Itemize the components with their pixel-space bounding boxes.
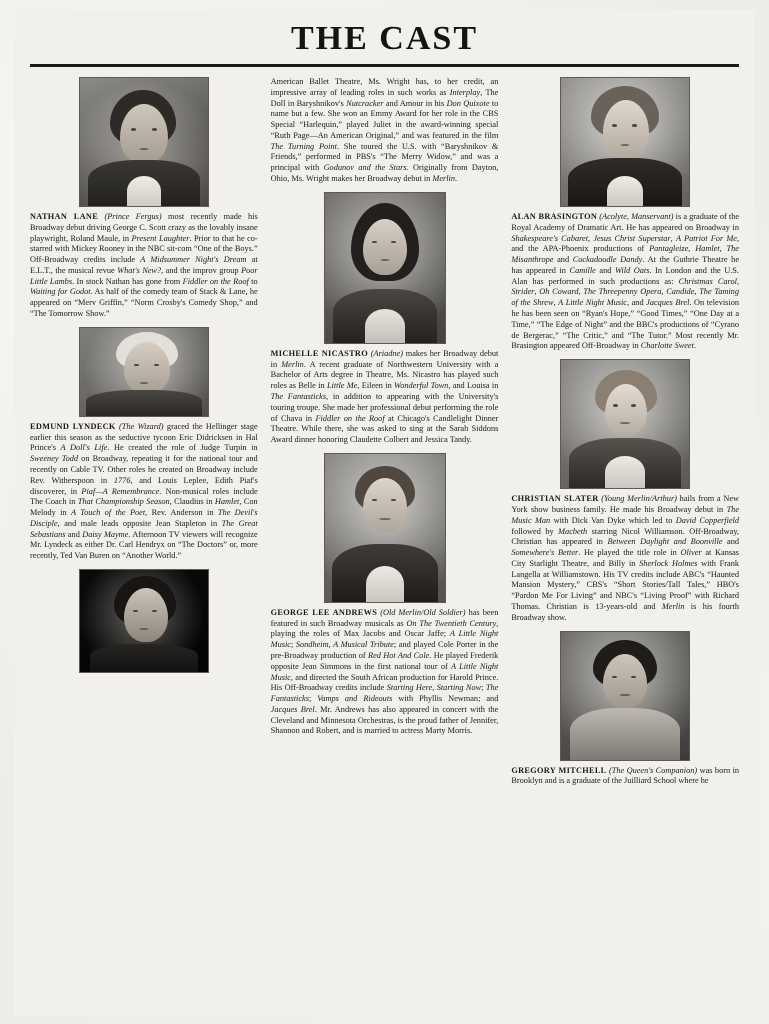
- photo-alan-brasington: [560, 77, 690, 207]
- photo-block-george-lee-andrews: [271, 453, 499, 603]
- photo-rebecca-wright: [79, 569, 209, 673]
- person-name: MICHELLE NICASTRO: [270, 348, 368, 358]
- photo-nathan-lane: [79, 77, 209, 207]
- left-column: [30, 77, 258, 1007]
- bio-michelle-nicastro: [271, 349, 499, 446]
- photo-block-christian-slater: [511, 359, 739, 489]
- page-title: THE CAST: [291, 20, 478, 57]
- person-name: ALAN BRASINGTON: [511, 212, 598, 221]
- bio-text: American Ballet Theatre, Ms. Wright has, to her credit, an impressive array of leading roles in such works as Interplay, The Doll in Baryshnikov's Nutcracker and Amour in his Don Quixote to name but a few. She won an Emmy Award for her role in the CBS Special “Harlequin,” played Juliet in the award-winning special “Ruth Page—An American Original,” and was featured in the film The Turning Point. She toured the U.S. with “Baryshnikov & Friends,” performed in PBS's “The Merry Widow,” and was a principal with Godunov and the Stars. Originally from Dayton, Ohio, Ms. Wright makes her Broadway debut in Merlin.: [270, 77, 499, 184]
- person-role: (Old Merlin/Old Soldier): [380, 607, 466, 617]
- bio-christian-slater: [511, 494, 739, 623]
- photo-block-michelle-nicastro: [271, 192, 499, 344]
- photo-christian-slater: [560, 359, 690, 489]
- person-role: (The Wizard): [119, 421, 164, 431]
- bio-rebecca-wright-continued: [271, 77, 499, 185]
- bio-text: most recently made his Broadway debut driving George C. Scott crazy as the lovably insane playwright, Roland Maule, in Present Laughter. Prior to that he co-starred with Mickey Rooney in the NBC sit-com “One of the Boys.” Off-Broadway credits include A Midsummer Night's Dream at E.L.T., the musical revue What's New?, and the improv group Poor Little Lambs. In stock Nathan has gone from Fiddler on the Roof to Waiting for Godot. As half of the comedy team of Stack & Lane, he appeared on “Merv Griffin,” “Norm Crosby's Comedy Shop,” and “The Tomorrow Show.”: [30, 212, 258, 319]
- bio-nathan-lane: [30, 212, 258, 320]
- photo-block-rebecca-wright: [30, 569, 258, 673]
- person-name: CHRISTIAN SLATER: [511, 494, 599, 504]
- photo-block-gregory-mitchell: [511, 631, 739, 761]
- bio-text: has been featured in such Broadway musicals as On The Twentieth Century, playing the roles of Max Jacobs and Oscar Jaffe; A Little Night Music; Sondheim, A Musical Tribute; and played Cole Porter in the pre-Broadway production of Red Hot And Cole. He played Frederik opposite Jean Simmons in the first national tour of A Little Night Music, and directed the South African production for Harold Prince. His Off-Broadway credits include Starting Here, Starting Now; The Fantasticks; Vamps and Rideouts with Phyllis Newman; and Jacques Brel. Mr. Andrews has also appeared in concert with the Cleveland and Minnesota Orchestras, is the proud father of Jennifer, Shannon and Robert, and is married to actress Marty Morris.: [270, 607, 499, 736]
- photo-edmund-lyndeck: [79, 327, 209, 417]
- person-name: GEORGE LEE ANDREWS: [270, 607, 378, 617]
- cast-columns: [30, 77, 739, 1007]
- bio-text: hails from a New York show business family. He made his Broadway debut in The Music Man with Dick Van Dyke which led to David Copperfield followed by Macbeth starring Nicol Williamson. Off-Broadway, Christian has appeared in Between Daylight and Boonville and Somewhere's Better. He played the title role in Oliver at Kansas City Starlight Theatre, and Billy in Sherlock Holmes with Frank Langella at Williamstown. His TV credits include ABC's “Haunted Mansion Mystery,” CBS's “Short Stories/Tall Tales,” HBO's “Pardon Me For Living” and NBC's “Living Proof” with Richard Thomas. Christian is 13-years-old and Merlin is his fourth Broadway show.: [511, 494, 740, 622]
- bio-text: makes her Broadway debut in Merlin. A recent graduate of Northwestern University with a Bachelor of Arts degree in Theatre, Ms. Nicastro has played such roles as Belle in Little Me, Eileen in Wonderful Town, and Louisa in The Fantasticks, in addition to appearing with the University's touring troupe. She made her professional debut performing the role of Chava in Fiddler on the Roof at Chicago's Candlelight Dinner Theatre. While there, she was asked to sing at the Sarah Siddons Award dinner honoring Claudette Colbert and Jessica Tandy.: [270, 348, 499, 445]
- photo-gregory-mitchell: [560, 631, 690, 761]
- person-name: EDMUND LYNDECK: [30, 421, 116, 431]
- person-role: (Young Merlin/Arthur): [601, 494, 677, 504]
- person-role: (Prince Fergus): [104, 212, 162, 221]
- person-name: GREGORY MITCHELL: [511, 765, 607, 775]
- title-rule: [30, 64, 739, 67]
- bio-george-lee-andrews: [271, 608, 499, 737]
- bio-edmund-lyndeck: [30, 422, 258, 562]
- bio-text: was born in Brooklyn and is a graduate of the Juilliard School where he: [511, 765, 740, 786]
- bio-text: is a graduate of the Royal Academy of Dramatic Art. He has appeared on Broadway in Shakespeare's Cabaret, Jesus Christ Superstar, A Patriot For Me, and the APA-Phoenix productions of Pantagleize, Hamlet, The Misanthrope and Cockadoodle Dandy. At the Guthrie Theatre he has appeared in Camille and Wild Oats. In London and the U.S. Alan has performed in such productions as: Christmas Carol, Strider, Oh Coward, The Threepenny Opera, Candide, The Taming of the Shrew, A Little Night Music, and Jacques Brel. On television he has been seen on “Ryan's Hope,” “Good Times,” “One Day at a Time,” “The Edge of Night” and the BBC's productions of “Cyrano de Bergerac,” “The Critic,” and “The Tutor.” Most recently Mr. Brasington appeared Off-Broadway in Charlotte Sweet.: [511, 212, 740, 351]
- bio-alan-brasington: [511, 212, 739, 352]
- center-column: [271, 77, 499, 1007]
- photo-block-alan-brasington: [511, 77, 739, 207]
- photo-george-lee-andrews: [324, 453, 446, 603]
- page-sheet: [14, 10, 755, 1016]
- photo-block-edmund-lyndeck: [30, 327, 258, 417]
- person-name: NATHAN LANE: [30, 212, 99, 221]
- person-role: (Ariadne): [370, 348, 403, 358]
- photo-block-nathan-lane: [30, 77, 258, 207]
- bio-gregory-mitchell: [511, 766, 739, 788]
- person-role: (Acolyte, Manservant): [599, 212, 674, 221]
- photo-michelle-nicastro: [324, 192, 446, 344]
- bio-text: graced the Hellinger stage earlier this season as the seductive tycoon Eric Didricksen in Hal Prince's A Doll's Life. He created the role of Judge Turpin in Sweeney Todd on Broadway, repeating it for the national tour and recently on Cable TV. Other roles he created on Broadway include Rev. Witherspoon in 1776, and Louis Leplee, Edith Piaf's discoverer, in Piaf—A Remembrance. Non-musical roles include The Coach in That Championship Season, Claudius in Hamlet, Con Melody in A Touch of the Poet, Rev. Anderson in The Devil's Disciple, and male leads opposite Jean Stapleton in The Great Sebastians and Daisy Mayme. Afternoon TV viewers will recognize Mr. Lyndeck as either Dr. Carl Hendryx on “The Doctors” or, more recently, Ted Van Buren on “Another World.”: [30, 421, 258, 561]
- person-role: (The Queen's Companion): [608, 765, 698, 775]
- right-column: [511, 77, 739, 1007]
